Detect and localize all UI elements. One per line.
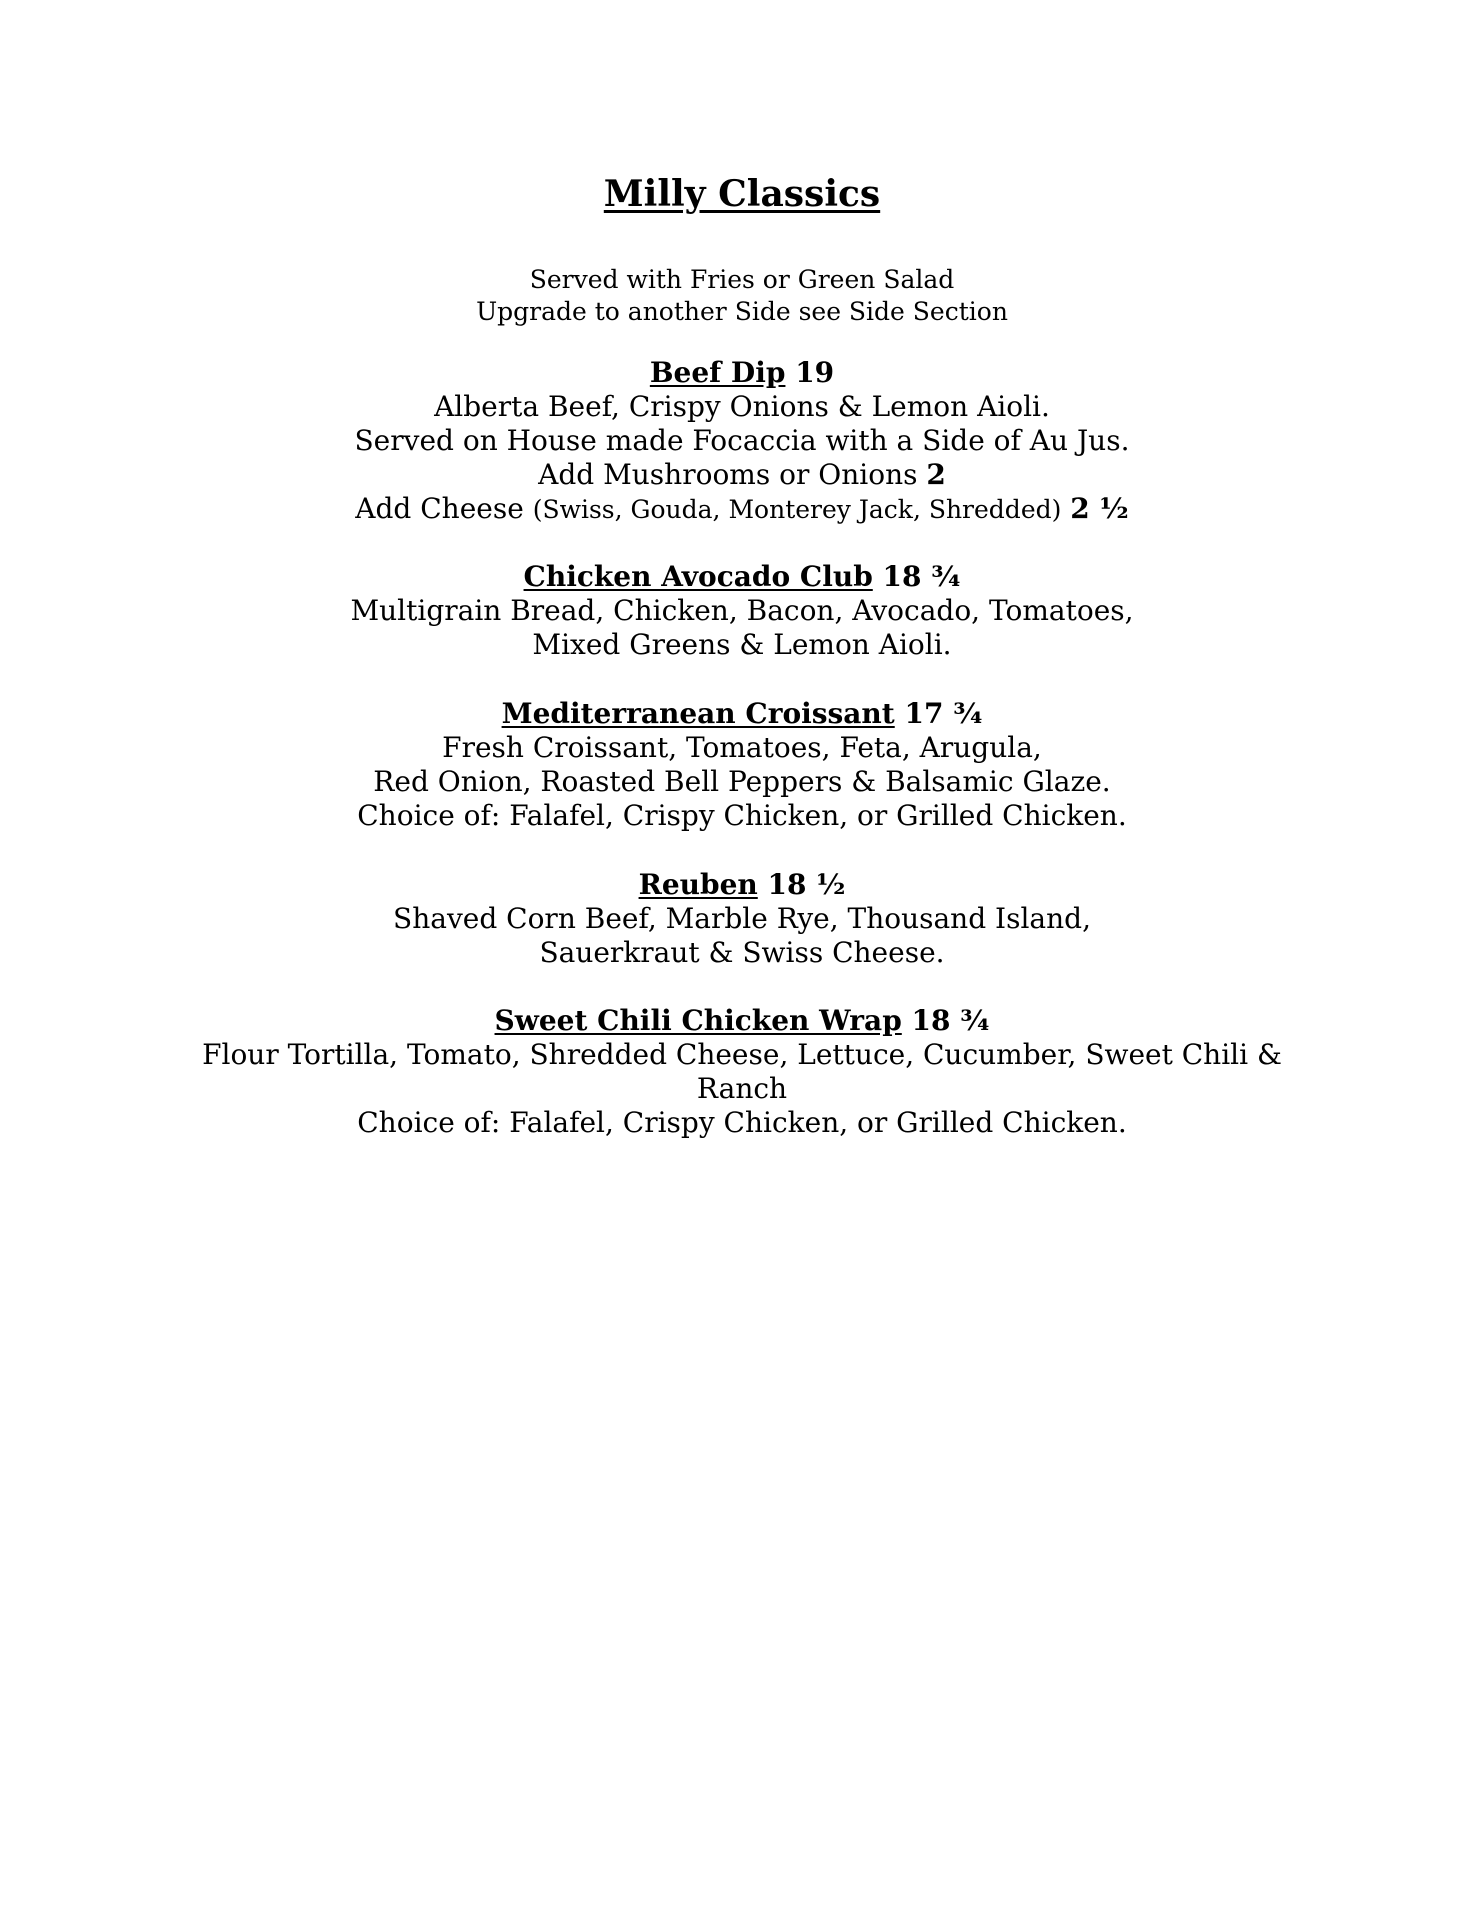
- menu-item-description: Alberta Beef, Crispy Onions & Lemon Aioli.: [434, 390, 1050, 423]
- menu-intro: [0, 264, 1484, 328]
- addon-text: Add Cheese: [355, 492, 524, 525]
- menu-item-header: [0, 868, 1484, 902]
- menu-item-description: Multigrain Bread, Chicken, Bacon, Avocado, Tomatoes,: [350, 594, 1134, 627]
- menu-item-price: 18 ¾: [911, 1004, 990, 1037]
- menu-item-price: 17 ¾: [904, 697, 983, 730]
- addon-text: Add Mushrooms or Onions: [538, 458, 918, 491]
- menu-item-description: Choice of: Falafel, Crispy Chicken, or Grilled Chicken.: [357, 799, 1127, 832]
- addon-detail: (Swiss, Gouda, Monterey Jack, Shredded): [532, 495, 1062, 524]
- menu-item-chicken-avocado-club: [0, 560, 1484, 662]
- menu-item-addon: [0, 458, 1484, 492]
- menu-title-text: Milly Classics: [603, 173, 881, 215]
- menu-item-beef-dip: [0, 356, 1484, 526]
- menu-item-description: Choice of: Falafel, Crispy Chicken, or Grilled Chicken.: [357, 1106, 1127, 1139]
- intro-line-upgrade: Upgrade to another Side see Side Section: [476, 297, 1008, 326]
- menu-item-sweet-chili-chicken-wrap: [0, 1004, 1484, 1140]
- menu-item-description: Flour Tortilla, Tomato, Shredded Cheese, Lettuce, Cucumber, Sweet Chili &: [202, 1038, 1282, 1071]
- addon-price: 2 ½: [1070, 492, 1129, 525]
- addon-price: 2: [926, 458, 946, 491]
- intro-line-sides: Served with Fries or Green Salad: [529, 265, 955, 294]
- menu-item-description: Shaved Corn Beef, Marble Rye, Thousand Island,: [393, 902, 1091, 935]
- menu-item-description: Mixed Greens & Lemon Aioli.: [532, 628, 952, 661]
- menu-item-name: Chicken Avocado Club: [523, 560, 873, 593]
- menu-title: [0, 172, 1484, 216]
- menu-item-mediterranean-croissant: [0, 697, 1484, 833]
- menu-item-addon: [0, 492, 1484, 526]
- menu-item-description: Sauerkraut & Swiss Cheese.: [539, 936, 945, 969]
- menu-item-price: 18 ½: [767, 868, 846, 901]
- menu-item-reuben: [0, 868, 1484, 970]
- menu-item-header: [0, 356, 1484, 390]
- menu-item-name: Beef Dip: [649, 356, 786, 389]
- menu-item-description: Red Onion, Roasted Bell Peppers & Balsamic Glaze.: [373, 765, 1111, 798]
- menu-item-header: [0, 1004, 1484, 1038]
- menu-item-header: [0, 697, 1484, 731]
- menu-item-name: Reuben: [638, 868, 758, 901]
- menu-item-price: 19: [795, 356, 835, 389]
- menu-item-header: [0, 560, 1484, 594]
- menu-item-name: Mediterranean Croissant: [501, 697, 895, 730]
- menu-item-description: Ranch: [696, 1072, 788, 1105]
- menu-item-name: Sweet Chili Chicken Wrap: [494, 1004, 902, 1037]
- menu-item-description: Fresh Croissant, Tomatoes, Feta, Arugula,: [442, 731, 1042, 764]
- menu-item-description: Served on House made Focaccia with a Side of Au Jus.: [354, 424, 1130, 457]
- menu-item-price: 18 ¾: [882, 560, 961, 593]
